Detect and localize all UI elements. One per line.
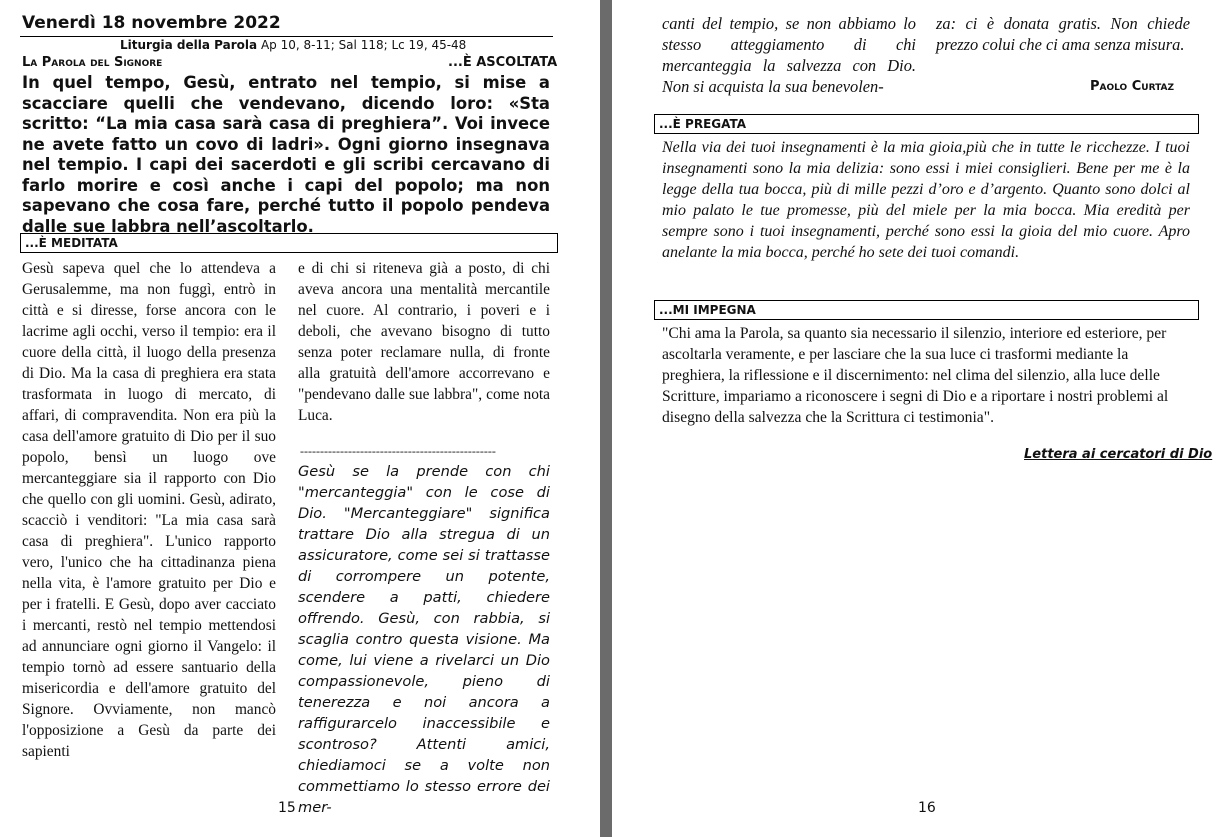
date-heading: Venerdì 18 novembre 2022 xyxy=(22,13,281,33)
gospel-text: In quel tempo, Gesù, entrato nel tempio, si mise a scacciare quelli che vendevano, dicendo loro: «Sta scritto: “La mia casa sarà casa di preghiera”. Voi invece ne avete fatto un covo di ladri». Ogni giorno insegnava nel tempio. I capi dei sacerdoti e gli scribi cercavano di farlo morire e così anche i capi del popolo; ma non sapevano che cosa fare, perché tutto il popolo pendeva dalle sue labbra nell’ascoltarlo. xyxy=(22,73,550,236)
left-page xyxy=(0,0,600,837)
right-page xyxy=(612,0,1217,837)
liturgy-label: Liturgia della Parola xyxy=(120,38,258,52)
word-of-lord-label: La Parola del Signore xyxy=(22,55,163,70)
meditata-column-2: e di chi si riteneva già a posto, di chi aveva ancora una mentalità mercantile nel cuore. Al contrario, i poveri e i deboli, che avevano bisogno di tutto senza poter reclamare nulla, di fronte alla gratuità dell'amore accorrevano e "pendevano dalle sue labbra", come nota Luca. xyxy=(298,260,550,424)
pregata-text: Nella via dei tuoi insegnamenti è la mia gioia,più che in tutte le ricchezze. I tuoi insegnamenti sono la mia delizia: sono essi i miei consiglieri. Bene per me è la legge della tua bocca, più di mille pezzi d’oro e d’argento. Quanto sono dolci al mio palato le tue promesse, più del miele per la mia bocca. Mia eredità per sempre sono i tuoi insegnamenti, perché sono essi la gioia del mio cuore. Apro anelante la mia bocca, perché ho sete dei tuoi comandi. xyxy=(662,139,1190,261)
continued-column-1: canti del tempio, se non abbiamo lo stesso atteggiamento di chi mercanteggia la salvezza con Dio. Non si acquista la sua benevolen- xyxy=(662,14,916,96)
header-rule xyxy=(20,36,553,37)
pregata-heading: ...È PREGATA xyxy=(654,114,1199,134)
impegna-heading: ...MI IMPEGNA xyxy=(654,300,1199,320)
ascoltata-label: ...È ASCOLTATA xyxy=(448,55,558,70)
page-gutter xyxy=(600,0,612,837)
impegna-text: "Chi ama la Parola, sa quanto sia necessario il silenzio, interiore ed esteriore, per ascoltarla veramente, e per lasciare che la sua luce ci trasformi mediante la preghiera, la riflessione e il discernimento: nel clima del silenzio, alla luce delle Scritture, impariamo a riconoscere i segni di Dio e a riportare i nostri problemi al disegno della salvezza che la Scrittura ci testimonia". xyxy=(662,325,1169,426)
liturgy-line xyxy=(120,38,466,52)
page-number-right: 16 xyxy=(918,800,936,816)
meditata-heading: ...È MEDITATA xyxy=(20,233,558,253)
separator-line: ------------------------------------------------- xyxy=(300,444,496,458)
author-signature: Paolo Curtaz xyxy=(1090,79,1175,94)
liturgy-refs: Ap 10, 8-11; Sal 118; Lc 19, 45-48 xyxy=(260,38,467,52)
page-number-left: 15 xyxy=(278,800,296,816)
continued-column-2: za: ci è donata gratis. Non chiede prezzo colui che ci ama senza misura. xyxy=(936,14,1190,54)
meditata-column-1: Gesù sapeva quel che lo attendeva a Gerusalemme, ma non fuggì, entrò in città e si diresse, forse ancora con le lacrime agli occhi, verso il tempio: era il cuore della città, il luogo della presenza di Dio. Ma la casa di preghiera era stata trasformata in luogo di mercato, di affari, di compravendita. Non era più la casa dell'amore gratuito di Dio per il suo popolo, bensì un luogo ove mercanteggiare sia il rapporto con Dio che quello con gli uomini. Gesù, adirato, scacciò i venditori: "La mia casa sarà casa di preghiera". L'unico rapporto vero, l'unico che ha cittadinanza piena nella vita, è l'amore gratuito per Dio e per i fratelli. E Gesù, dopo aver cacciato i mercanti, restò nel tempio mettendosi ad annunciare ogni giorno il Vangelo: il tempio tornò ad essere santuario della misericordia e dell'amore gratuito del Signore. Ovviamente, non mancò l'opposizione a Gesù da parte dei sapienti xyxy=(22,260,276,760)
meditata-column-2-italic: Gesù se la prende con chi "mercanteggia" con le cose di Dio. "Mercanteggiare" significa trattare Dio alla stregua di un assicuratore, come sei si trattasse di corrompere un potente, scendere a patti, chiedere offrendo. Gesù, con rabbia, si scaglia contro questa visione. Ma come, lui viene a rivelarci un Dio compassionevole, pieno di tenerezza e noi ancora a raffigurarcelo inaccessibile e scontroso? Attenti amici, chiediamoci se a volte non commettiamo lo stesso errore dei mer- xyxy=(298,463,550,816)
source-attribution: Lettera ai cercatori di Dio xyxy=(1024,447,1213,462)
